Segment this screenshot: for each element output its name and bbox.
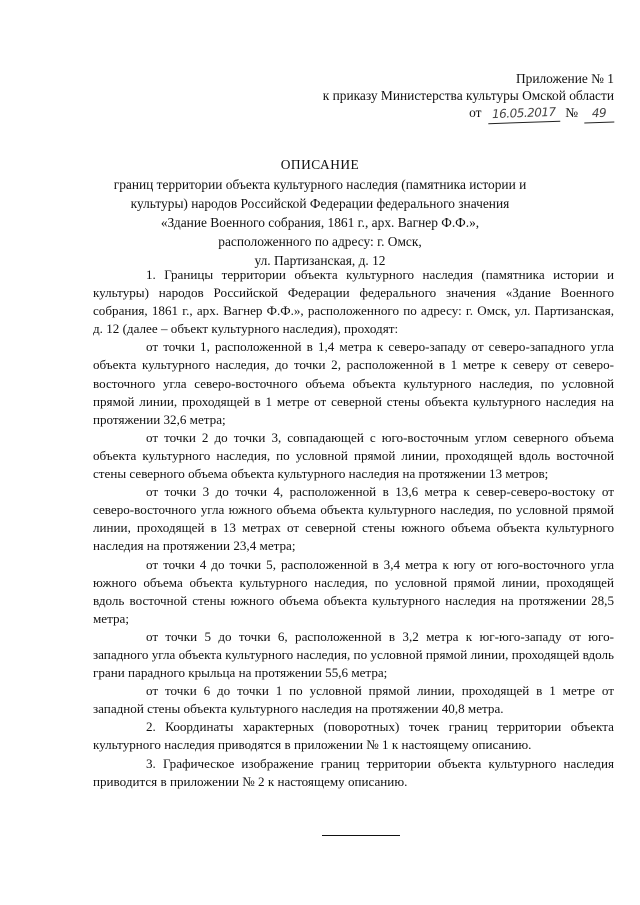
paragraph-1: 1. Границы территории объекта культурного наследия (памятника истории и культуры) народов Российской Федерации федерального значения «Здание Военного собрания, 1861 г., арх. Вагнер Ф.Ф.», расположенного по адресу: г. Омск, ул. Партизанская, д. 12 (далее – объект культурного наследия), проходят: — [93, 267, 614, 337]
title-line: культуры) народов Российской Федерации федерального значения — [130, 196, 510, 211]
boundary-segment-5-6: от точки 5 до точки 6, расположенной в 3,2 метра к юг-юго-западу от юго-западного угла объекта культурного наследия, по условной прямой линии, проходящей вдоль грани парадного крыльца на протяжении 55,6 метра; — [93, 628, 614, 681]
boundary-segment-1-2: от точки 1, расположенной в 1,4 метра к северо-западу от северо-западного угла объекта культурного наследия, до точки 2, расположенной в 1 метре к северу от северо-восточного угла северо-восточного объема объекта культурного наследия, по условной прямой линии, проходящей в 1 метре от северной стены объекта культурного наследия на протяжении 32,6 метра; — [93, 339, 614, 427]
handwritten-date: 16.05.2017 — [487, 104, 559, 124]
title-heading: ОПИСАНИЕ — [280, 157, 360, 172]
boundary-segment-4-5: от точки 4 до точки 5, расположенной в 3,4 метра к югу от юго-восточного угла южного объема объекта культурного наследия, по условной прямой линии, проходящей вдоль восточной стены южного объема объекта культурного наследия на протяжении 28,5 метра; — [93, 556, 614, 626]
date-prefix: от — [469, 105, 482, 120]
number-prefix: № — [565, 105, 578, 120]
end-divider — [322, 835, 400, 836]
document-title — [0, 155, 640, 270]
appendix-label: Приложение № 1 — [515, 71, 614, 86]
title-line: расположенного по адресу: г. Омск, — [218, 234, 422, 249]
appendix-header — [323, 70, 614, 123]
title-line: границ территории объекта культурного наследия (памятника истории и — [113, 177, 527, 192]
title-line: «Здание Военного собрания, 1861 г., арх. Вагнер Ф.Ф.», — [160, 215, 480, 230]
paragraph-2: 2. Координаты характерных (поворотных) точек границ территории объекта культурного наследия приводятся в приложении № 1 к настоящему описанию. — [93, 719, 614, 753]
title-line: ул. Партизанская, д. 12 — [254, 253, 386, 268]
handwritten-number: 49 — [584, 104, 615, 123]
boundary-segment-2-3: от точки 2 до точки 3, совпадающей с юго-восточным углом северного объема объекта культурного наследия, по условной прямой линии, проходящей вдоль восточной стены северного объема объекта культурного наследия на протяжении 13 метров; — [93, 429, 614, 482]
paragraph-3: 3. Графическое изображение границ территории объекта культурного наследия приводится в приложении № 2 к настоящему описанию. — [93, 755, 614, 789]
boundary-segment-3-4: от точки 3 до точки 4, расположенной в 13,6 метра к север-северо-востоку от северо-восточного угла южного объема объекта культурного наследия, по условной прямой линии, проходящей в 13 метрах от северной стены южного объема объекта культурного наследия на протяжении 23,4 метра; — [93, 484, 614, 554]
document-body — [93, 266, 614, 791]
boundary-segment-6-1: от точки 6 до точки 1 по условной прямой линии, проходящей в 1 метре от западной стены объекта культурного наследия на протяжении 40,8 метра. — [93, 683, 614, 717]
order-reference: к приказу Министерства культуры Омской области — [322, 88, 614, 103]
date-number-row — [323, 104, 614, 123]
